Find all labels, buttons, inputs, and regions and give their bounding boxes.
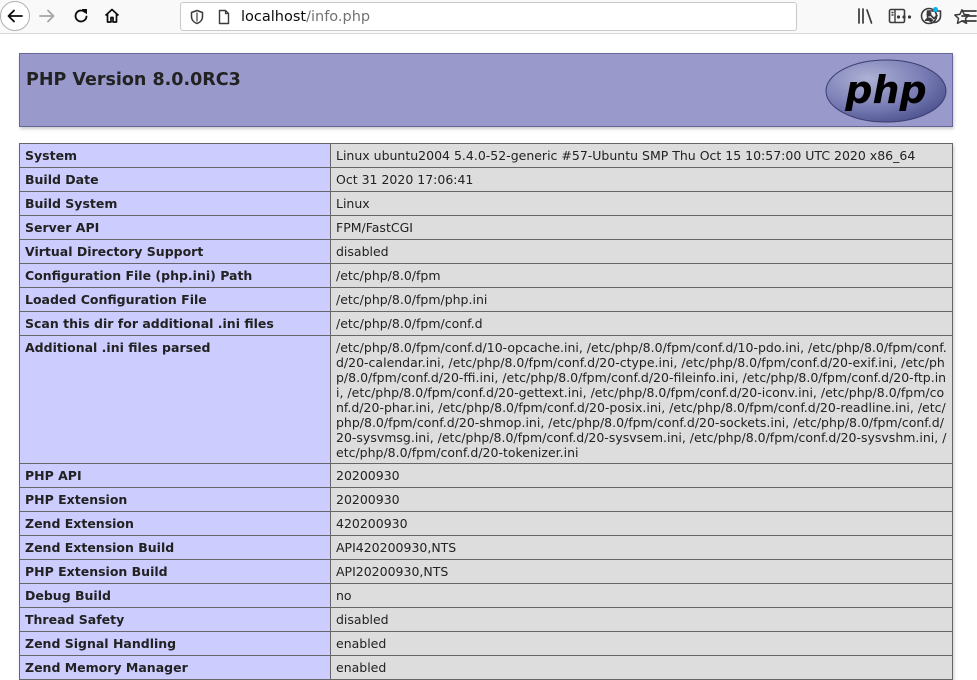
row-key: PHP Extension (20, 488, 331, 512)
table-row (20, 512, 953, 536)
url-text[interactable] (241, 9, 370, 25)
browser-toolbar (0, 0, 977, 34)
row-value: /etc/php/8.0/fpm/conf.d (331, 312, 953, 336)
row-key: Zend Extension Build (20, 536, 331, 560)
row-value: no (331, 584, 953, 608)
row-key: Thread Safety (20, 608, 331, 632)
table-row (20, 488, 953, 512)
row-key: Server API (20, 216, 331, 240)
page-icon[interactable] (215, 8, 233, 26)
php-logo[interactable] (825, 59, 947, 123)
row-key: Virtual Directory Support (20, 240, 331, 264)
url-host: localhost (241, 9, 307, 25)
row-value: /etc/php/8.0/fpm (331, 264, 953, 288)
row-value: 420200930 (331, 512, 953, 536)
table-row (20, 464, 953, 488)
table-row (20, 560, 953, 584)
table-row (20, 144, 953, 168)
row-key: Zend Signal Handling (20, 632, 331, 656)
table-row (20, 264, 953, 288)
row-value: /etc/php/8.0/fpm/conf.d/10-opcache.ini, /etc/php/8.0/fpm/conf.d/10-pdo.ini, /etc/php/8.0/fpm/conf.d/20-calendar.ini, /etc/php/8.0/fpm/conf.d/20-ctype.ini, /etc/php/8.0/fpm/conf.d/20-exif.ini, /etc/php/8.0/fpm/conf.d/20-ffi.ini, /etc/php/8.0/fpm/conf.d/20-fileinfo.ini, /etc/php/8.0/fpm/conf.d/20-ftp.ini, /etc/php/8.0/fpm/conf.d/20-gettext.ini, /etc/php/8.0/fpm/conf.d/20-iconv.ini, /etc/php/8.0/fpm/conf.d/20-phar.ini, /etc/php/8.0/fpm/conf.d/20-posix.ini, /etc/php/8.0/fpm/conf.d/20-readline.ini, /etc/php/8.0/fpm/conf.d/20-shmop.ini, /etc/php/8.0/fpm/conf.d/20-sockets.ini, /etc/php/8.0/fpm/conf.d/20-sysvmsg.ini, /etc/php/8.0/fpm/conf.d/20-sysvsem.ini, /etc/php/8.0/fpm/conf.d/20-sysvshm.ini, /etc/php/8.0/fpm/conf.d/20-tokenizer.ini (331, 336, 953, 464)
back-button[interactable] (0, 1, 30, 31)
table-row (20, 656, 953, 680)
row-value: 20200930 (331, 464, 953, 488)
row-key: Build Date (20, 168, 331, 192)
table-row (20, 584, 953, 608)
table-row (20, 312, 953, 336)
row-value: Linux (331, 192, 953, 216)
row-value: disabled (331, 608, 953, 632)
row-key: Additional .ini files parsed (20, 336, 331, 464)
table-row (20, 632, 953, 656)
row-key: Zend Extension (20, 512, 331, 536)
row-value: API20200930,NTS (331, 560, 953, 584)
row-key: PHP API (20, 464, 331, 488)
row-key: PHP Extension Build (20, 560, 331, 584)
reload-icon (72, 7, 90, 25)
shield-icon[interactable] (188, 8, 206, 26)
row-key: Scan this dir for additional .ini files (20, 312, 331, 336)
hamburger-menu-icon[interactable] (959, 6, 977, 26)
home-button[interactable] (98, 2, 126, 30)
svg-text:php: php (845, 68, 927, 112)
table-row (20, 288, 953, 312)
table-row (20, 192, 953, 216)
row-value: API420200930,NTS (331, 536, 953, 560)
php-version-header (19, 53, 953, 127)
row-value: FPM/FastCGI (331, 216, 953, 240)
row-value: enabled (331, 656, 953, 680)
sidebar-icon[interactable] (887, 6, 907, 26)
home-icon (103, 7, 121, 25)
row-value: /etc/php/8.0/fpm/php.ini (331, 288, 953, 312)
row-key: System (20, 144, 331, 168)
row-value: enabled (331, 632, 953, 656)
library-icon[interactable] (856, 6, 876, 26)
row-key: Loaded Configuration File (20, 288, 331, 312)
row-value: disabled (331, 240, 953, 264)
row-value: Oct 31 2020 17:06:41 (331, 168, 953, 192)
table-row (20, 240, 953, 264)
account-icon[interactable] (919, 6, 939, 26)
page-title: PHP Version 8.0.0RC3 (26, 70, 241, 90)
row-value: Linux ubuntu2004 5.4.0-52-generic #57-Ubuntu SMP Thu Oct 15 10:57:00 UTC 2020 x86_64 (331, 144, 953, 168)
row-key: Debug Build (20, 584, 331, 608)
forward-button[interactable] (33, 2, 61, 30)
row-value: 20200930 (331, 488, 953, 512)
table-row (20, 336, 953, 464)
table-row (20, 536, 953, 560)
forward-arrow-icon (38, 7, 56, 25)
table-row (20, 216, 953, 240)
back-arrow-icon (6, 7, 24, 25)
row-key: Build System (20, 192, 331, 216)
url-path: /info.php (306, 9, 371, 25)
row-key: Zend Memory Manager (20, 656, 331, 680)
table-row (20, 168, 953, 192)
table-row (20, 608, 953, 632)
reload-button[interactable] (67, 2, 95, 30)
php-info-table (19, 143, 953, 680)
url-bar[interactable] (180, 2, 797, 31)
row-key: Configuration File (php.ini) Path (20, 264, 331, 288)
